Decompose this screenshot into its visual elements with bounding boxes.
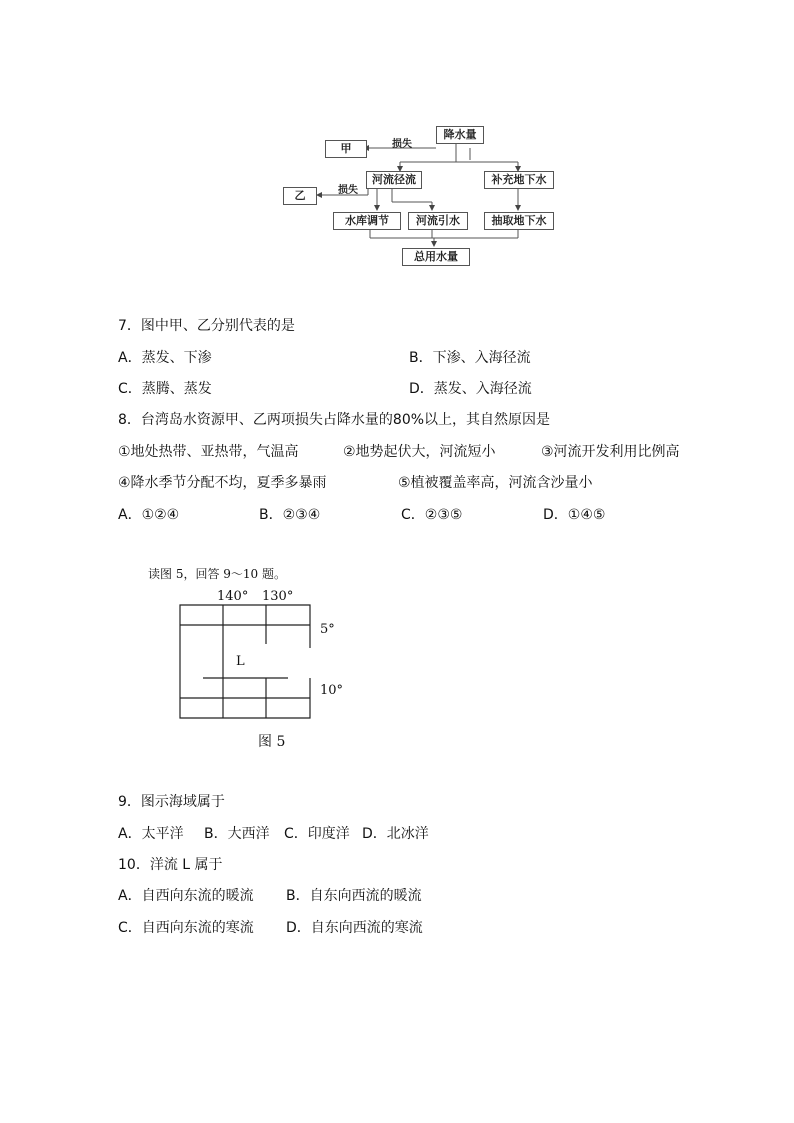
q9-option-d: D．北冰洋 [362,826,429,842]
q8-item-4: ④降水季节分配不均，夏季多暴雨 [118,475,327,491]
q10-stem: 10．洋流 L 属于 [118,857,223,873]
precipitation-box: 降水量 [436,126,484,144]
q8-option-b: B．②③④ [259,507,321,523]
q8-stem: 8．台湾岛水资源甲、乙两项损失占降水量的80%以上，其自然原因是 [118,412,551,428]
q7-option-a: A．蒸发、下渗 [118,350,212,366]
q10-option-b: B．自东向西流的暖流 [286,888,422,904]
q7-option-b: B．下渗、入海径流 [409,350,531,366]
loss-label-1: 损失 [392,139,412,150]
q8-item-2: ②地势起伏大，河流短小 [343,444,496,460]
jia-box: 甲 [325,140,367,158]
q8-item-1: ①地处热带、亚热带，气温高 [118,444,299,460]
q10-option-a: A．自西向东流的暖流 [118,888,254,904]
q7-option-c: C．蒸腾、蒸发 [118,381,212,397]
reservoir-box: 水库调节 [333,212,401,230]
figure5-instruction: 读图 5，回答 9～10 题。 [148,567,286,581]
total-water-use-box: 总用水量 [402,248,470,266]
q8-option-d: D．①④⑤ [543,507,606,523]
figure5-caption: 图 5 [258,734,286,750]
q8-item-3: ③河流开发利用比例高 [541,444,680,460]
q9-option-a: A．太平洋 [118,826,184,842]
groundwater-extraction-box: 抽取地下水 [484,212,554,230]
yi-box: 乙 [283,187,317,205]
q9-option-b: B．大西洋 [204,826,270,842]
q8-option-a: A．①②④ [118,507,180,523]
river-runoff-box: 河流径流 [366,171,422,189]
groundwater-recharge-box: 补充地下水 [484,171,554,189]
q10-option-d: D．自东向西流的寒流 [286,920,423,936]
lat-label-5: 5° [320,622,335,637]
q8-option-c: C．②③⑤ [401,507,463,523]
q9-stem: 9．图示海域属于 [118,794,225,810]
river-diversion-box: 河流引水 [408,212,468,230]
q8-item-5: ⑤植被覆盖率高，河流含沙量小 [398,475,593,491]
q10-option-c: C．自西向东流的寒流 [118,920,254,936]
current-label-l: L [236,654,245,669]
q7-stem: 7．图中甲、乙分别代表的是 [118,318,295,334]
lon-label-130: 130° [262,589,294,604]
lon-label-140: 140° [217,589,249,604]
q9-option-c: C．印度洋 [284,826,350,842]
loss-label-2: 损失 [338,185,358,196]
lat-label-10: 10° [320,683,344,698]
q7-option-d: D．蒸发、入海径流 [409,381,532,397]
